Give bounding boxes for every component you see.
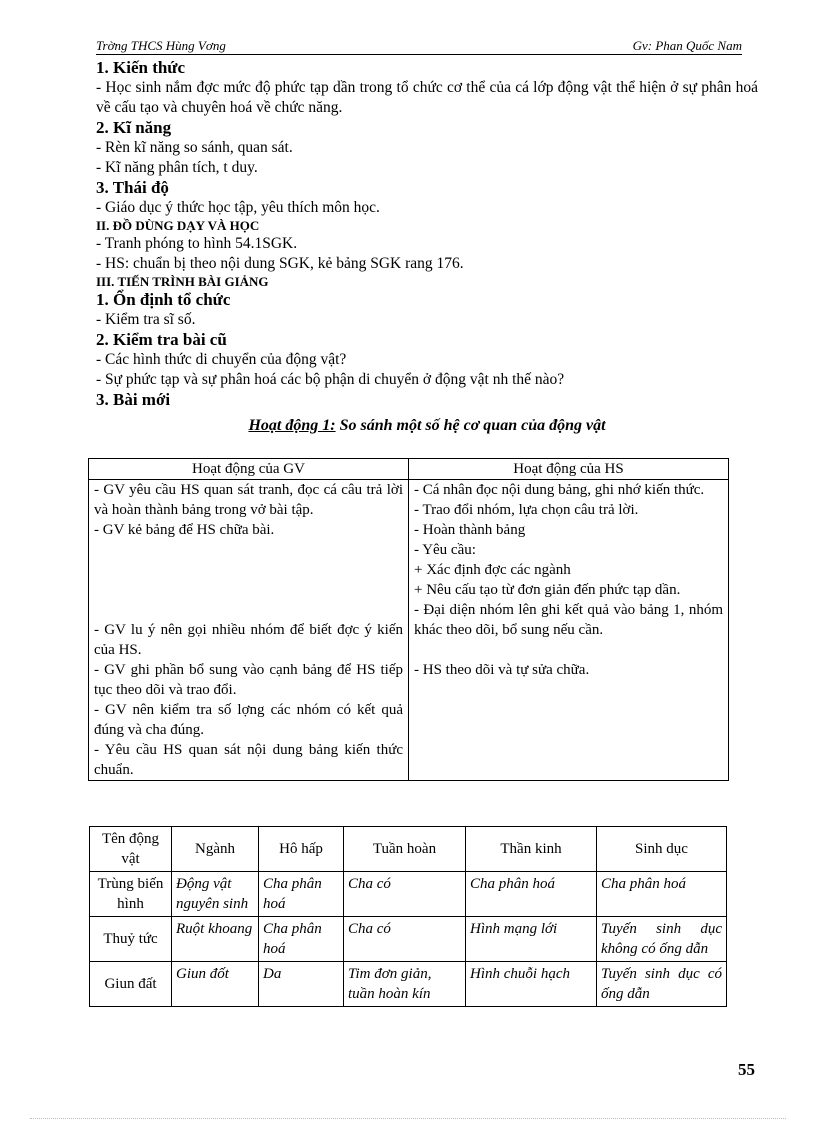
kiem-tra-item-2: - Sự phức tạp và sự phân hoá các bộ phận di chuyển ở động vật nh thế nào? [96, 371, 565, 388]
page-number: 55 [738, 1060, 755, 1079]
cell-tuan-hoan: Cha có [344, 917, 466, 962]
table-row [90, 962, 727, 1007]
hs-item: + Nêu cấu tạo từ đơn giản đến phức tạp dần. [414, 582, 681, 598]
hs-item: - HS theo dõi và tự sửa chữa. [414, 662, 590, 678]
page-header [96, 38, 742, 55]
hs-item: - Yêu cầu: [414, 542, 476, 558]
header-sinh-duc: Sinh dục [597, 827, 727, 872]
header-than-kinh: Thần kinh [466, 827, 597, 872]
header-ten-dong-vat: Tên động vật [90, 827, 172, 872]
gv-item: - GV nên kiểm tra số lợng các nhóm có kết quả đúng và cha đúng. [94, 702, 403, 738]
thai-do-item-1: - Giáo dục ý thức học tập, yêu thích môn học. [96, 199, 380, 216]
main-content [96, 58, 758, 436]
table-header-row [90, 827, 727, 872]
animal-name: Thuỷ tức [90, 917, 172, 962]
section-thai-do-title: 3. Thái độ [96, 178, 169, 197]
section-ki-nang-title: 2. Kĩ năng [96, 118, 172, 137]
kiem-tra-item-1: - Các hình thức di chuyển của động vật? [96, 351, 347, 368]
header-ho-hap: Hô hấp [259, 827, 344, 872]
hs-activities [409, 480, 729, 781]
section-kiem-tra-title: 2. Kiểm tra bài cũ [96, 330, 227, 349]
col-header-hs: Hoạt động của HS [409, 459, 729, 480]
cell-nganh: Động vật nguyên sinh [172, 872, 259, 917]
ki-nang-item-1: - Rèn kĩ năng so sánh, quan sát. [96, 139, 293, 156]
table-row [90, 917, 727, 962]
gv-item: - GV ghi phần bổ sung vào cạnh bảng để HS tiếp tục theo dõi và trao đổi. [94, 662, 403, 698]
header-school: Trờng THCS Hùng Vơng [96, 38, 226, 53]
cell-sinh-duc: Tuyến sinh dục không có ống dẫn [597, 917, 727, 962]
header-teacher: Gv: Phan Quốc Nam [632, 38, 742, 53]
section-tien-trinh-title: III. TIẾN TRÌNH BÀI GIẢNG [96, 274, 269, 289]
activity-title [96, 416, 758, 436]
animal-name: Giun đất [90, 962, 172, 1007]
on-dinh-item-1: - Kiểm tra sĩ số. [96, 311, 196, 328]
header-tuan-hoan: Tuần hoàn [344, 827, 466, 872]
cell-nganh: Giun đốt [172, 962, 259, 1007]
cell-than-kinh: Hình mạng lới [466, 917, 597, 962]
hs-item: - Trao đổi nhóm, lựa chọn câu trả lời. [414, 502, 639, 518]
section-kien-thuc-text: - Học sinh nắm đợc mức độ phức tạp dần trong tổ chức cơ thể của cá lớp động vật thể hiện ở sự phân hoá về cấu tạo và chuyên hoá về chức năng. [96, 79, 758, 116]
do-dung-item-2: - HS: chuẩn bị theo nội dung SGK, kẻ bảng SGK rang 176. [96, 255, 464, 272]
do-dung-item-1: - Tranh phóng to hình 54.1SGK. [96, 235, 298, 252]
activity-label: Hoạt động 1: [248, 417, 336, 434]
activity-table [88, 458, 729, 781]
ki-nang-item-2: - Kĩ năng phân tích, t duy. [96, 159, 258, 176]
cell-than-kinh: Hình chuỗi hạch [466, 962, 597, 1007]
cell-than-kinh: Cha phân hoá [466, 872, 597, 917]
cell-tuan-hoan: Tim đơn giản, tuần hoàn kín [344, 962, 466, 1007]
section-bai-moi-title: 3. Bài mới [96, 390, 171, 409]
hs-item: - Đại diện nhóm lên ghi kết quả vào bảng 1, nhóm khác theo dõi, bổ sung nếu cần. [414, 602, 723, 638]
table-row [90, 872, 727, 917]
cell-tuan-hoan: Cha có [344, 872, 466, 917]
bottom-dotted-rule [30, 1118, 786, 1119]
cell-ho-hap: Cha phân hoá [259, 917, 344, 962]
hs-item: - Hoàn thành bảng [414, 522, 526, 538]
activity-text: So sánh một số hệ cơ quan của động vật [335, 417, 606, 434]
gv-activities [89, 480, 409, 781]
section-do-dung-title: II. ĐỒ DÙNG DẠY VÀ HỌC [96, 218, 260, 233]
cell-sinh-duc: Cha phân hoá [597, 872, 727, 917]
gv-item: - GV lu ý nên gọi nhiều nhóm để biết đợc ý kiến của HS. [94, 622, 403, 658]
section-kien-thuc-title: 1. Kiến thức [96, 58, 186, 77]
hs-item: - Cá nhân đọc nội dung bảng, ghi nhớ kiến thức. [414, 482, 705, 498]
cell-nganh: Ruột khoang [172, 917, 259, 962]
col-header-gv: Hoạt động của GV [89, 459, 409, 480]
gv-item: - Yêu cầu HS quan sát nội dung bảng kiến thức chuẩn. [94, 742, 403, 778]
cell-ho-hap: Da [259, 962, 344, 1007]
gv-item: - GV kẻ bảng để HS chữa bài. [94, 522, 275, 538]
cell-sinh-duc: Tuyến sinh dục có ống dẫn [597, 962, 727, 1007]
comparison-table [89, 826, 727, 1007]
header-nganh: Ngành [172, 827, 259, 872]
hs-item: + Xác định đợc các ngành [414, 562, 571, 578]
cell-ho-hap: Cha phân hoá [259, 872, 344, 917]
gv-item: - GV yêu cầu HS quan sát tranh, đọc cá câu trả lời và hoàn thành bảng trong vở bài tập. [94, 482, 403, 518]
section-on-dinh-title: 1. Ổn định tổ chức [96, 290, 231, 309]
animal-name: Trùng biến hình [90, 872, 172, 917]
